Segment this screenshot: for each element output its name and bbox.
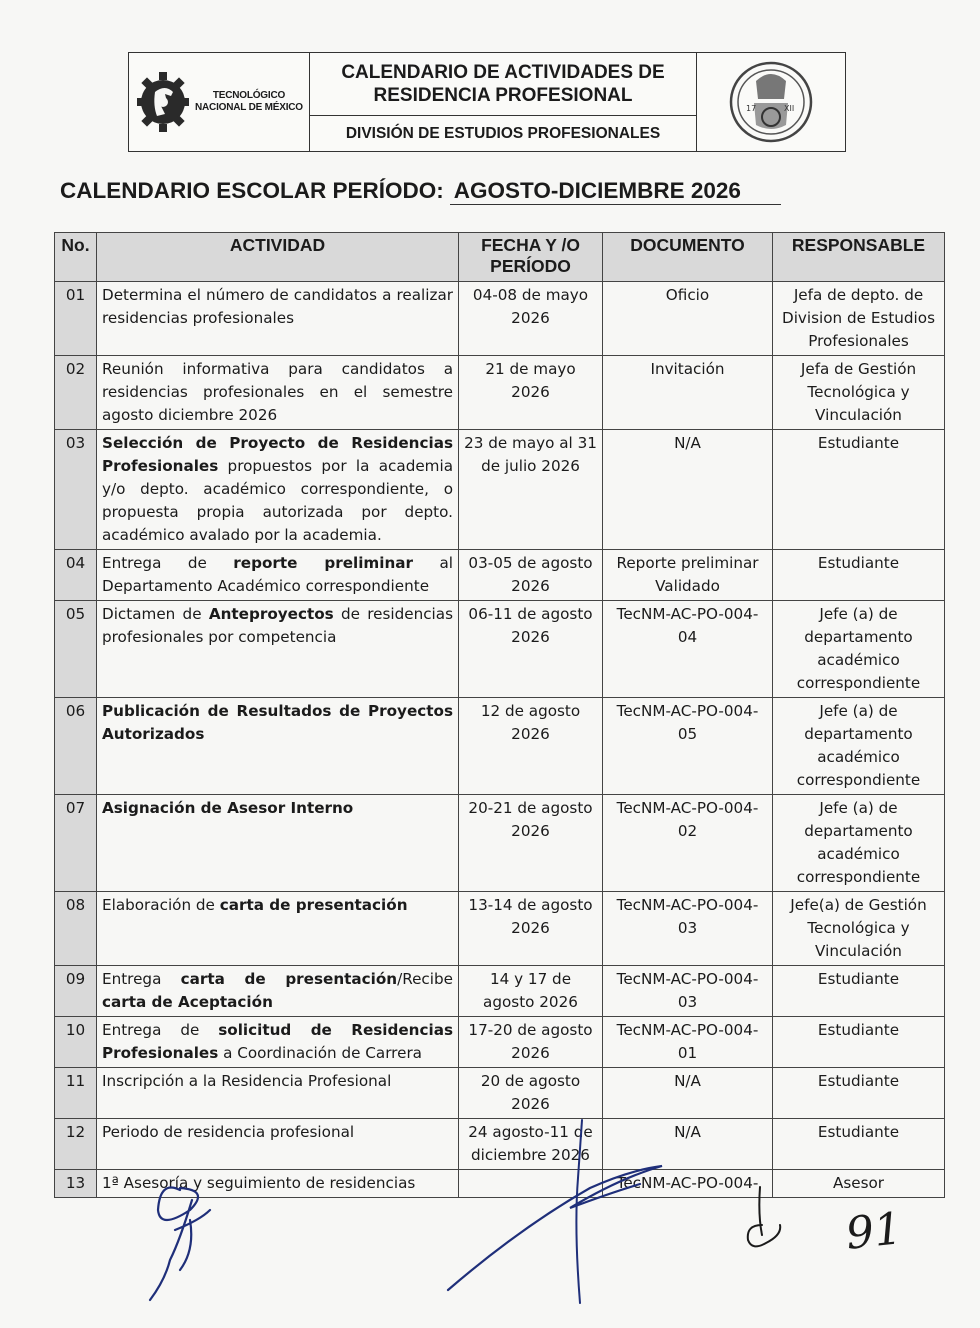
seal-year-left: 17 [746, 104, 757, 113]
table-row [55, 966, 945, 1017]
table-row [55, 430, 945, 550]
responsible-cell: Jefe(a) de Gestión Tecnológica y Vinculación [773, 892, 945, 966]
activity-text: carta de presentación [180, 970, 398, 988]
activity-cell [97, 282, 459, 356]
row-number: 01 [55, 282, 97, 356]
date-cell: 20-21 de agosto 2026 [459, 795, 603, 892]
document-cell: TecNM-AC-PO-004-02 [603, 795, 773, 892]
row-number: 10 [55, 1017, 97, 1068]
row-number: 05 [55, 601, 97, 698]
table-row [55, 698, 945, 795]
seal-icon [726, 59, 816, 145]
date-cell: 12 de agosto 2026 [459, 698, 603, 795]
signature-left [140, 1170, 240, 1310]
row-number: 13 [55, 1170, 97, 1198]
activity-cell [97, 430, 459, 550]
activity-text: Anteproyectos [208, 605, 334, 623]
activity-text: de residencias profesionales por competencia [102, 605, 453, 646]
date-cell: 17-20 de agosto 2026 [459, 1017, 603, 1068]
document-header [128, 52, 846, 152]
responsible-cell: Jefe (a) de departamento académico correspondiente [773, 795, 945, 892]
header-date: FECHA Y /O PERÍODO [459, 233, 603, 282]
document-cell: TecNM-AC-PO-004-03 [603, 966, 773, 1017]
header-responsible: RESPONSABLE [773, 233, 945, 282]
responsible-cell: Jefe (a) de departamento académico correspondiente [773, 601, 945, 698]
institution-logo [129, 53, 310, 151]
table-header-row [55, 233, 945, 282]
document-cell: TecNM-AC-PO-004- [603, 1170, 773, 1198]
activity-text: Reunión informativa para candidatos a residencias profesionales en el semestre agosto diciembre 2026 [102, 360, 453, 424]
activity-text: Selección de Proyecto de Residencias Profesionales [102, 434, 453, 475]
activity-cell [97, 795, 459, 892]
page-initials: 91 [843, 1203, 905, 1260]
activity-text: carta de Aceptación [102, 993, 273, 1011]
date-cell: 24 agosto-11 de diciembre 2026 [459, 1119, 603, 1170]
signature-center [440, 1118, 680, 1308]
row-number: 12 [55, 1119, 97, 1170]
header-subtitle: DIVISIÓN DE ESTUDIOS PROFESIONALES [345, 124, 661, 142]
activity-cell [97, 356, 459, 430]
row-number: 07 [55, 795, 97, 892]
responsible-cell: Jefa de depto. de Division de Estudios Profesionales [773, 282, 945, 356]
institution-seal [696, 53, 845, 151]
row-number: 02 [55, 356, 97, 430]
document-cell: Oficio [603, 282, 773, 356]
document-cell: TecNM-AC-PO-004-05 [603, 698, 773, 795]
row-number: 08 [55, 892, 97, 966]
activity-text: al Departamento Académico correspondiente [102, 554, 453, 595]
activity-cell [97, 601, 459, 698]
table-row [55, 601, 945, 698]
activity-cell [97, 892, 459, 966]
activity-text: Elaboración de [102, 896, 220, 914]
activity-text: 1ª Asesoría y seguimiento de residencias [102, 1174, 416, 1192]
row-number: 09 [55, 966, 97, 1017]
date-cell: 03-05 de agosto 2026 [459, 550, 603, 601]
activity-text: Periodo de residencia profesional [102, 1123, 355, 1141]
responsible-cell: Estudiante [773, 966, 945, 1017]
header-document: DOCUMENTO [603, 233, 773, 282]
activity-text: Entrega [102, 970, 181, 988]
date-cell: 23 de mayo al 31 de julio 2026 [459, 430, 603, 550]
document-cell: Invitación [603, 356, 773, 430]
row-number: 03 [55, 430, 97, 550]
activity-text: reporte preliminar [233, 554, 413, 572]
logo-text: TECNOLÓGICO NACIONAL DE MÉXICO [195, 90, 303, 113]
activity-text: Dictamen de [102, 605, 209, 623]
document-cell: TecNM-AC-PO-004-01 [603, 1017, 773, 1068]
responsible-cell: Estudiante [773, 430, 945, 550]
table-row [55, 795, 945, 892]
date-cell: 04-08 de mayo 2026 [459, 282, 603, 356]
activity-text: Entrega de [102, 1021, 219, 1039]
responsible-cell: Estudiante [773, 1119, 945, 1170]
activity-cell [97, 698, 459, 795]
document-cell: TecNM-AC-PO-004-03 [603, 892, 773, 966]
header-activity: ACTIVIDAD [97, 233, 459, 282]
header-title: CALENDARIO DE ACTIVIDADES DE RESIDENCIA PROFESIONAL [310, 53, 696, 116]
header-no: No. [55, 233, 97, 282]
activity-cell [97, 966, 459, 1017]
activity-text: propuestos por la academia y/o depto. académico correspondiente, o propuesta propia autorizada por depto. académico avalado por la academia. [102, 457, 453, 544]
document-cell: N/A [603, 1068, 773, 1119]
table-row [55, 892, 945, 966]
activities-table [54, 232, 945, 1198]
responsible-cell: Asesor [773, 1170, 945, 1198]
activity-cell [97, 1119, 459, 1170]
activity-text: Inscripción a la Residencia Profesional [102, 1072, 392, 1090]
row-number: 11 [55, 1068, 97, 1119]
activity-text: Publicación de Resultados de Proyectos Autorizados [102, 702, 453, 743]
activity-cell [97, 1017, 459, 1068]
activity-text: Asignación de Asesor Interno [102, 799, 354, 817]
activity-text: carta de presentación [219, 896, 408, 914]
date-cell: 06-11 de agosto 2026 [459, 601, 603, 698]
responsible-cell: Estudiante [773, 550, 945, 601]
page-title [60, 178, 781, 205]
row-number: 06 [55, 698, 97, 795]
responsible-cell: Jefa de Gestión Tecnológica y Vinculación [773, 356, 945, 430]
document-cell: N/A [603, 430, 773, 550]
document-cell: Reporte preliminar Validado [603, 550, 773, 601]
page-title-period: AGOSTO-DICIEMBRE 2026 [450, 178, 781, 205]
activity-cell [97, 550, 459, 601]
document-cell: TecNM-AC-PO-004-04 [603, 601, 773, 698]
seal-year-right: XII [784, 104, 795, 113]
table-row [55, 282, 945, 356]
table-row [55, 356, 945, 430]
table-row [55, 1068, 945, 1119]
date-cell: 20 de agosto 2026 [459, 1068, 603, 1119]
page-title-label: CALENDARIO ESCOLAR PERÍODO: [60, 178, 444, 203]
document-cell: N/A [603, 1119, 773, 1170]
table-row [55, 550, 945, 601]
date-cell: 14 y 17 de agosto 2026 [459, 966, 603, 1017]
table-row [55, 1017, 945, 1068]
responsible-cell: Estudiante [773, 1068, 945, 1119]
activity-text: Determina el número de candidatos a realizar residencias profesionales [102, 286, 453, 327]
activity-text: a Coordinación de Carrera [218, 1044, 422, 1062]
row-number: 04 [55, 550, 97, 601]
table-body [55, 282, 945, 1198]
activity-cell [97, 1068, 459, 1119]
activity-text: solicitud de Residencias Profesionales [102, 1021, 453, 1062]
activity-text: /Recibe [397, 970, 453, 988]
responsible-cell: Jefe (a) de departamento académico correspondiente [773, 698, 945, 795]
signature-initial-right [740, 1185, 800, 1255]
activity-text: Entrega de [102, 554, 234, 572]
date-cell: 13-14 de agosto 2026 [459, 892, 603, 966]
date-cell: 21 de mayo 2026 [459, 356, 603, 430]
responsible-cell: Estudiante [773, 1017, 945, 1068]
tecnm-logo-icon [135, 62, 191, 142]
